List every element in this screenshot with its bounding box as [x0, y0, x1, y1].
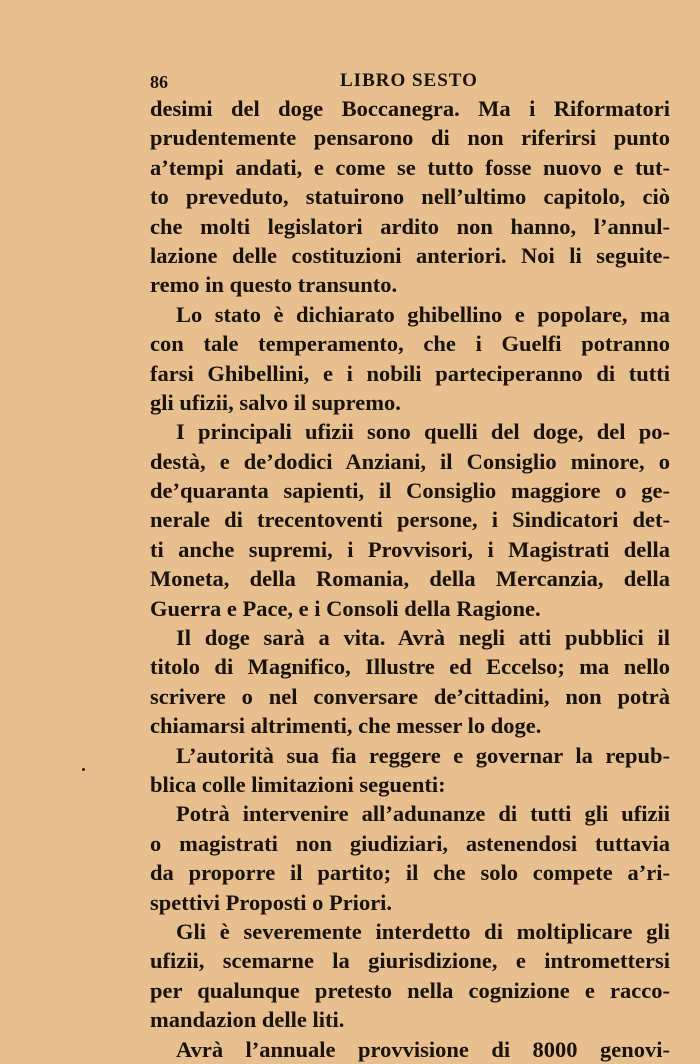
text-line: farsi Ghibellini, e i nobili parteciperanno di tutti: [150, 360, 670, 386]
text-line: titolo di Magnifico, Illustre ed Eccelso; ma nello: [150, 654, 670, 680]
text-line: ufizii, scemarne la giurisdizione, e intromettersi: [150, 948, 670, 974]
text-line: prudentemente pensarono di non riferirsi punto: [150, 125, 670, 151]
running-title: LIBRO SESTO: [340, 70, 478, 91]
text-line: destà, e de’dodici Anziani, il Consiglio minore, o: [150, 448, 670, 474]
text-line: de’quaranta sapienti, il Consiglio maggiore o ge-: [150, 478, 670, 504]
text-line: con tale temperamento, che i Guelfi potranno: [150, 331, 670, 357]
text-line: desimi del doge Boccanegra. Ma i Riformatori: [150, 96, 670, 121]
page-number: 86: [150, 72, 168, 92]
running-header: [150, 68, 670, 94]
text-line: scrivere o nel conversare de’cittadini, non potrà: [150, 683, 670, 709]
text-line: Il doge sarà a vita. Avrà negli atti pubblici il: [176, 625, 670, 651]
text-line: Lo stato è dichiarato ghibellino e popolare, ma: [176, 301, 670, 327]
text-line: che molti legislatori ardito non hanno, l’annul-: [150, 213, 670, 239]
text-line: chiamarsi altrimenti, che messer lo doge.: [150, 713, 542, 739]
margin-speck: [82, 768, 85, 771]
text-line: mandazion delle liti.: [150, 1007, 345, 1033]
text-line: remo in questo transunto.: [150, 272, 398, 298]
book-page: [150, 68, 670, 1064]
text-line: Guerra e Pace, e i Consoli della Ragione.: [150, 595, 541, 621]
text-line: I principali ufizii sono quelli del doge, del po-: [176, 419, 670, 445]
text-line: Gli è severemente interdetto di moltiplicare gli: [176, 918, 670, 944]
text-line: ti anche supremi, i Provvisori, i Magistrati della: [150, 536, 670, 562]
text-line: spettivi Proposti o Priori.: [150, 889, 393, 915]
text-line: lazione delle costituzioni anteriori. Noi li seguite-: [150, 242, 670, 268]
text-line: a’tempi andati, e come se tutto fosse nuovo e tut-: [150, 154, 670, 180]
text-line: Avrà l’annuale provvisione di 8000 genovi-: [176, 1036, 670, 1062]
text-line: to preveduto, statuirono nell’ultimo capitolo, ciò: [150, 184, 670, 210]
text-line: per qualunque pretesto nella cognizione e racco-: [150, 977, 670, 1003]
text-line: gli ufizii, salvo il supremo.: [150, 389, 401, 415]
text-line: o magistrati non giudiziari, astenendosi tuttavia: [150, 830, 670, 856]
text-line: da proporre il partito; il che solo compete a’ri-: [150, 860, 670, 886]
text-line: nerale di trecentoventi persone, i Sindicatori det-: [150, 507, 670, 533]
text-line: L’autorità sua fia reggere e governar la repub-: [176, 742, 670, 768]
text-line: blica colle limitazioni seguenti:: [150, 771, 446, 797]
text-line: Moneta, della Romania, della Mercanzia, della: [150, 566, 670, 592]
text-line: Potrà intervenire all’adunanze di tutti gli ufizii: [176, 801, 670, 827]
body-text: [150, 94, 670, 1064]
